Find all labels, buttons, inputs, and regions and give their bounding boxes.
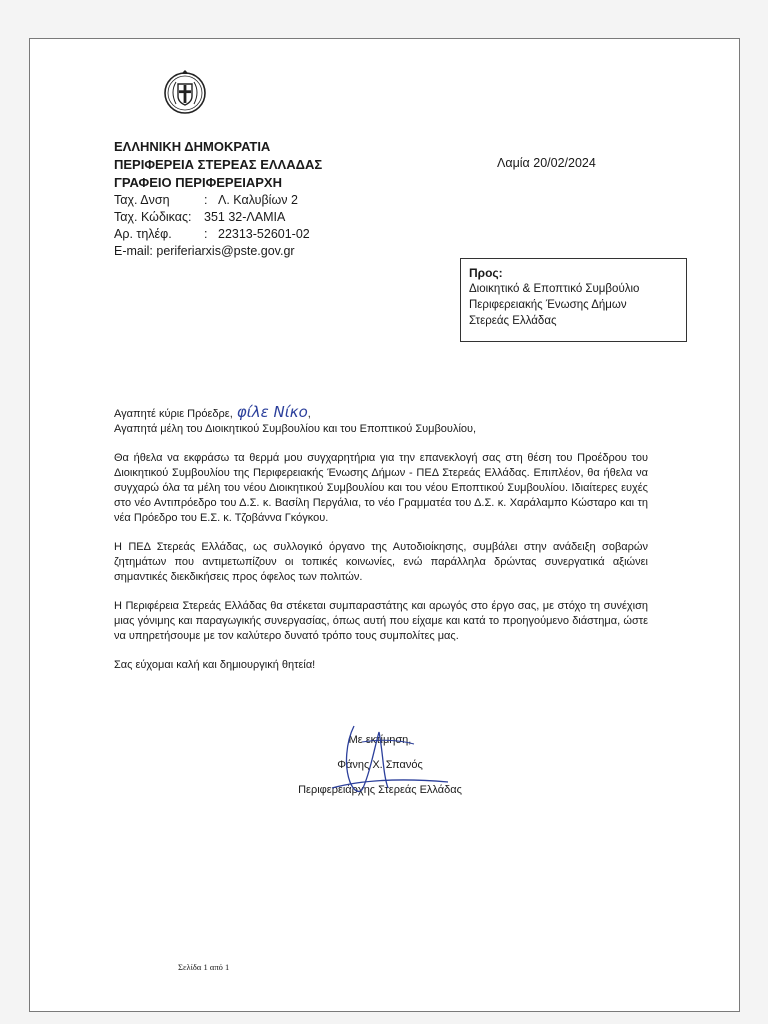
org-line-1: ΕΛΛΗΝΙΚΗ ΔΗΜΟΚΡΑΤΙΑ [114,139,271,154]
greeting-1-end: , [307,408,311,420]
recipient-line-2: Περιφερειακής Ένωσης Δήμων [469,299,627,311]
paragraph-3: Η Περιφέρεια Στερεάς Ελλάδας θα στέκεται συμπαραστάτης και αρωγός στο έργο σας, με στόχο τη συνέχιση μιας γόνιμης και παραγωγικής συνεργασίας, όπως αυτή που είχαμε και κατά το προηγούμενο διάστημα, ώστε να υπηρετήσουμε με τον καλύτερο δυνατό τρόπο τους συμπολίτες μας. [114,600,648,642]
org-line-2: ΠΕΡΙΦΕΡΕΙΑ ΣΤΕΡΕΑΣ ΕΛΛΑΔΑΣ [114,157,323,172]
phone-row: Αρ. τηλέφ. : 22313-52601-02 [114,227,310,241]
greeting-line-1 [114,405,648,422]
postal-label: Ταχ. Κώδικας: [114,210,192,224]
page-footer: Σελίδα 1 από 1 [178,962,230,972]
greeting-line-2: Αγαπητά μέλη του Διοικητικού Συμβουλίου και του Εποπτικού Συμβουλίου, [114,423,477,435]
address-value: Λ. Καλυβίων 2 [218,193,298,207]
closing-line: Σας εύχομαι καλή και δημιουργική θητεία! [114,659,316,671]
postal-row [114,209,322,226]
email-row: E-mail: periferiarxis@pste.gov.gr [114,244,295,258]
recipient-box [460,258,687,342]
postal-value: 351 32-ΛΑΜΙΑ [204,210,286,224]
signer-title: Περιφερειάρχης Στερεάς Ελλάδας [298,784,462,796]
handwritten-note: φίλε Νίκο [236,403,308,421]
signer-name: Φάνης Χ. Σπανός [337,759,423,771]
recipient-title: Προς: [469,266,503,280]
letter-body [114,405,648,687]
regards-line: Με εκτίμηση, [348,734,412,746]
recipient-line-1: Διοικητικό & Εποπτικό Συμβούλιο [469,283,640,295]
recipient-line-3: Στερεάς Ελλάδας [469,315,557,327]
address-row: Ταχ. Δνση : Λ. Καλυβίων 2 [114,193,298,207]
paragraph-2: Η ΠΕΔ Στερεάς Ελλάδας, ως συλλογικό όργανο της Αυτοδιοίκησης, συμβάλει στην ανάδειξη σοβαρών ζητημάτων που αντιμετωπίζουν οι τοπικές κοινωνίες, ενώ παράλληλα δρώντας συνεργατικά αξιώνει σημαντικές διεκδικήσεις προς όφελος των πολιτών. [114,541,648,583]
paragraph-1: Θα ήθελα να εκφράσω τα θερμά μου συγχαρητήρια για την επανεκλογή σας στη θέση του Προέδρου του Διοικητικού Συμβουλίου της Περιφερειακής Ένωσης Δήμων - ΠΕΔ Στερεάς Ελλάδας. Επιπλέον, θα ήθελα να συγχαρώ όλα τα μέλη του νέου Διοικητικού Συμβουλίου και του νέου Εποπτικού Συμβουλίου. Ιδιαίτερες ευχές στο νέο Αντιπρόεδρο του Δ.Σ. κ. Βασίλη Περγάλια, το νέο Γραμματέα του Δ.Σ. κ. Χαράλαμπο Κώσταρο και τη νέα Πρόεδρο του Ε.Σ. κ. Τζοβάννα Γκόγκου. [114,452,648,524]
address-label: Ταχ. Δνση [114,193,170,207]
greeting-1: Αγαπητέ κύριε Πρόεδρε, [114,408,233,420]
org-line-3: ΓΡΑΦΕΙΟ ΠΕΡΙΦΕΡΕΙΑΡΧΗ [114,175,282,190]
phone-label: Αρ. τηλέφ. [114,227,172,241]
sender-header [114,138,322,260]
hellenic-republic-emblem-icon [163,68,207,116]
letter-date: Λαμία 20/02/2024 [497,156,596,170]
phone-value: 22313-52601-02 [218,227,310,241]
signature-block [270,728,490,803]
